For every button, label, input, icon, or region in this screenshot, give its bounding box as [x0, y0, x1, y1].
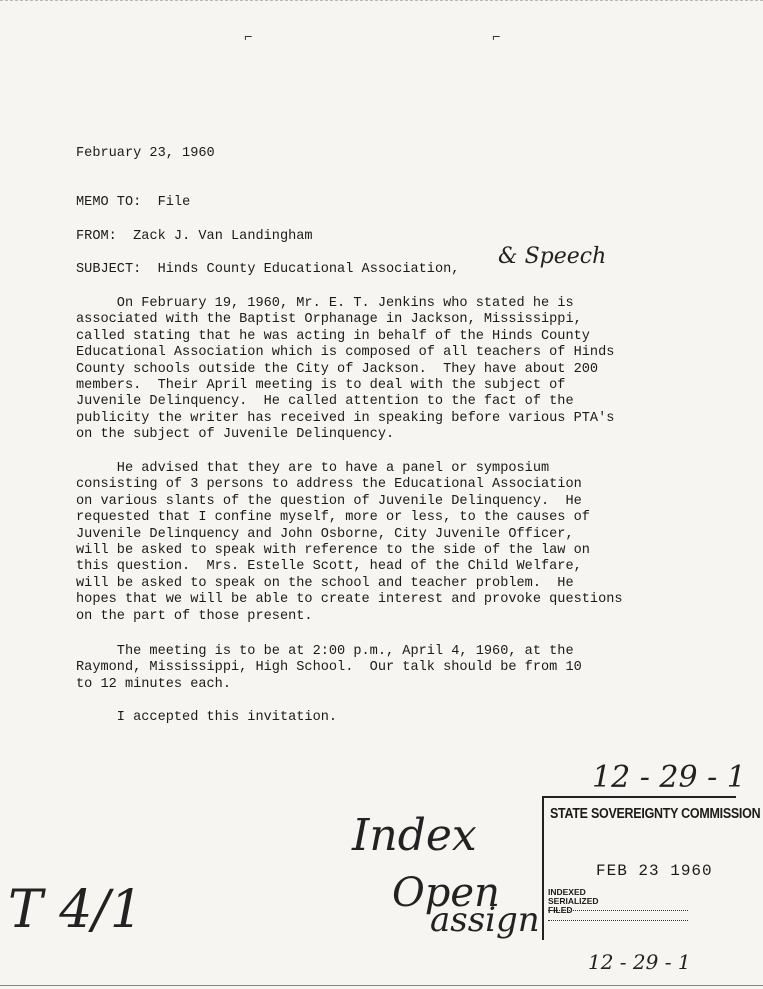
body-line: will be asked to speak on the school and teacher problem. He: [76, 575, 574, 591]
body-line: on the part of those present.: [76, 608, 313, 624]
body-line: County schools outside the City of Jackson. They have about 200: [76, 361, 599, 377]
body-paragraph-1: [76, 296, 696, 444]
body-line: I accepted this invitation.: [76, 710, 338, 725]
memo-from-value: Zack J. Van Landingham: [133, 229, 313, 244]
handwritten-file-number: 12 - 29 - 1: [592, 760, 746, 795]
scan-bottom-border: [0, 985, 763, 986]
handwritten-index: Index: [352, 810, 477, 861]
body-line: Juvenile Delinquency and John Osborne, City Juvenile Officer,: [76, 526, 574, 542]
handwritten-open-assign-line2: assign: [430, 900, 540, 940]
body-line: hopes that we will be able to create interest and provoke questions: [76, 592, 623, 608]
body-line: On February 19, 1960, Mr. E. T. Jenkins who stated he is: [76, 296, 574, 311]
memo-from-label: FROM:: [76, 229, 117, 244]
body-line: on the subject of Juvenile Delinquency.: [76, 427, 395, 443]
body-line: publicity the writer has received in speaking before various PTA's: [76, 410, 615, 426]
body-line: to 12 minutes each.: [76, 676, 231, 692]
handwritten-t-mark: T 4/1: [8, 880, 143, 940]
body-line: He advised that they are to have a panel or symposium: [76, 461, 550, 476]
body-line: requested that I confine myself, more or less, to the causes of: [76, 510, 590, 526]
handwritten-speech-note: & Speech: [498, 244, 607, 269]
stamp-indexed-label: INDEXED: [548, 887, 586, 897]
stamp-date: FEB 23 1960: [596, 862, 713, 880]
stamp-filed-label: FILED: [548, 905, 573, 915]
body-line: will be asked to speak with reference to the side of the law on: [76, 543, 590, 559]
stamp-dotted-line: [548, 920, 688, 921]
stamp-title: STATE SOVEREIGNTY COMMISSION: [550, 806, 761, 822]
body-paragraph-4: [76, 710, 696, 726]
body-line: called stating that he was acting in behalf of the Hinds County: [76, 328, 590, 344]
body-line: associated with the Baptist Orphanage in Jackson, Mississippi,: [76, 312, 582, 328]
memo-from: [76, 229, 313, 245]
body-line: Raymond, Mississippi, High School. Our talk should be from 10: [76, 660, 582, 676]
punch-mark-right: ⌐: [492, 30, 501, 46]
memo-to-value: File: [157, 195, 191, 210]
memo-subject-value: Hinds County Educational Association,: [157, 262, 460, 277]
memo-to-label: MEMO TO:: [76, 195, 142, 210]
memo-subject-label: SUBJECT:: [76, 262, 142, 277]
handwritten-bottom-number: 12 - 29 - 1: [588, 950, 691, 974]
memo-to: [76, 195, 190, 211]
scan-top-border: [0, 0, 763, 1]
body-line: Educational Association which is composed of all teachers of Hinds: [76, 345, 615, 361]
stamp-dotted-line: [548, 910, 688, 911]
stamp-serialized-label: SERIALIZED: [548, 896, 599, 906]
memo-date: February 23, 1960: [76, 146, 215, 161]
body-line: Juvenile Delinquency. He called attention to the fact of the: [76, 394, 574, 410]
handwritten-open-assign-line1: Open: [392, 870, 500, 916]
commission-stamp: [542, 796, 761, 940]
body-line: members. Their April meeting is to deal with the subject of: [76, 378, 566, 394]
memo-subject: [76, 262, 459, 278]
body-paragraph-3: [76, 644, 696, 693]
punch-mark-left: ⌐: [244, 30, 253, 46]
body-line: consisting of 3 persons to address the Educational Association: [76, 477, 582, 493]
body-paragraph-2: [76, 461, 696, 625]
body-line: on various slants of the question of Juvenile Delinquency. He: [76, 493, 582, 509]
body-line: The meeting is to be at 2:00 p.m., April 4, 1960, at the: [76, 644, 574, 659]
body-line: this question. Mrs. Estelle Scott, head of the Child Welfare,: [76, 559, 582, 575]
